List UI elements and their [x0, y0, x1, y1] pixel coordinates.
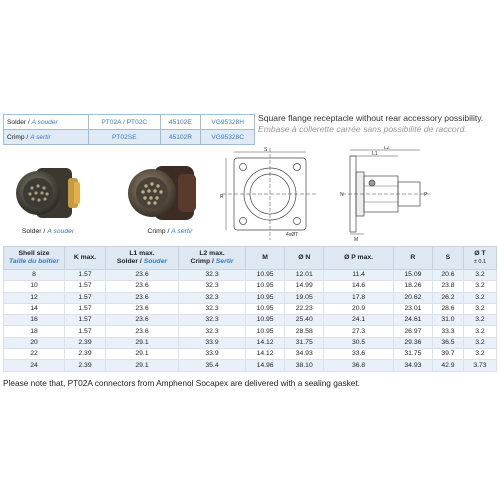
- table-cell: 23.6: [106, 270, 179, 281]
- table-cell: 42.9: [432, 360, 463, 371]
- table-cell: 33.3: [432, 326, 463, 337]
- table-cell: 11.4: [324, 270, 394, 281]
- ref-vg: VG95328C: [201, 130, 255, 145]
- label-l2: L2: [384, 146, 390, 151]
- table-row: [4, 360, 497, 371]
- header-l2: L2 max. Crimp / Sertir: [179, 247, 246, 270]
- table-cell: 1.57: [65, 270, 106, 281]
- ref-label-fr: A sertir: [30, 133, 51, 141]
- reference-row-solder: Solder / A souder PT02A / PT02C 45102E VG95328H: [4, 115, 255, 130]
- table-cell: 24: [4, 360, 65, 371]
- table-cell: 10: [4, 281, 65, 292]
- solder-caption: Solder / A souder: [21, 228, 75, 235]
- table-cell: 10.95: [246, 292, 285, 303]
- table-cell: 10.95: [246, 326, 285, 337]
- table-body: [4, 270, 497, 372]
- table-cell: 24.1: [324, 315, 394, 326]
- table-cell: 1.57: [65, 281, 106, 292]
- table-cell: 1.57: [65, 292, 106, 303]
- ref-label: Crimp: [7, 133, 25, 141]
- table-cell: 30.5: [324, 337, 394, 348]
- table-cell: 39.7: [432, 349, 463, 360]
- header-shell-size: Shell size Taille du boîtier: [4, 247, 65, 270]
- table-cell: 20.9: [324, 303, 394, 314]
- table-cell: 3.2: [463, 337, 496, 348]
- table-cell: 28.58: [285, 326, 324, 337]
- table-cell: 29.36: [393, 337, 432, 348]
- table-cell: 23.6: [106, 292, 179, 303]
- header-s: S: [432, 247, 463, 270]
- table-row: [4, 270, 497, 281]
- table-cell: 26.97: [393, 326, 432, 337]
- table-cell: 33.9: [179, 349, 246, 360]
- table-cell: 23.6: [106, 303, 179, 314]
- label-n: N: [340, 192, 344, 198]
- table-cell: 3.2: [463, 292, 496, 303]
- table-cell: 17.8: [324, 292, 394, 303]
- table-cell: 14.96: [246, 360, 285, 371]
- table-cell: 3.2: [463, 349, 496, 360]
- header-k: K max.: [65, 247, 106, 270]
- description-fr: Embase à collerette carrée sans possibilité de raccord.: [258, 124, 467, 134]
- table-row: [4, 303, 497, 314]
- table-cell: 3.73: [463, 360, 496, 371]
- ref-vg: VG95328H: [201, 115, 255, 130]
- table-cell: 14.6: [324, 281, 394, 292]
- table-cell: 35.4: [179, 360, 246, 371]
- table-cell: 8: [4, 270, 65, 281]
- table-cell: 14.12: [246, 349, 285, 360]
- reference-row-crimp: Crimp / A sertir PT02SE 45102R VG95328C: [4, 130, 255, 145]
- table-cell: 19.05: [285, 292, 324, 303]
- description-en: Square flange receptacle without rear accessory possibility.: [258, 113, 484, 123]
- header-t: Ø T ± 0.1: [463, 247, 496, 270]
- table-cell: 14.99: [285, 281, 324, 292]
- header-r: R: [393, 247, 432, 270]
- ref-label: Solder: [7, 118, 27, 126]
- table-cell: 2.39: [65, 360, 106, 371]
- table-cell: 3.2: [463, 303, 496, 314]
- table-cell: 22.23: [285, 303, 324, 314]
- crimp-connector-photo: [118, 160, 200, 228]
- solder-connector-photo: [6, 160, 86, 228]
- label-r: R: [220, 194, 224, 200]
- table-cell: 23.6: [106, 326, 179, 337]
- label-s: S: [264, 147, 268, 153]
- table-cell: 31.75: [393, 349, 432, 360]
- table-cell: 10.95: [246, 315, 285, 326]
- table-cell: 3.2: [463, 270, 496, 281]
- table-cell: 14: [4, 303, 65, 314]
- table-row: [4, 292, 497, 303]
- ref-label-fr: A souder: [31, 118, 58, 126]
- table-cell: 23.6: [106, 281, 179, 292]
- table-cell: 1.57: [65, 315, 106, 326]
- table-row: [4, 281, 497, 292]
- table-cell: 20: [4, 337, 65, 348]
- table-cell: 23.6: [106, 315, 179, 326]
- table-cell: 16: [4, 315, 65, 326]
- ref-part: PT02SE: [89, 130, 161, 145]
- dimension-table: [3, 246, 497, 372]
- table-cell: 34.93: [285, 349, 324, 360]
- table-cell: 15.09: [393, 270, 432, 281]
- table-cell: 36.5: [432, 337, 463, 348]
- table-cell: 23.8: [432, 281, 463, 292]
- table-cell: 22: [4, 349, 65, 360]
- table-cell: 14.12: [246, 337, 285, 348]
- table-cell: 18.26: [393, 281, 432, 292]
- table-row: [4, 349, 497, 360]
- table-cell: 33.6: [324, 349, 394, 360]
- label-l1: L1: [372, 151, 378, 157]
- table-cell: 32.3: [179, 292, 246, 303]
- table-cell: 1.57: [65, 303, 106, 314]
- table-cell: 20.6: [432, 270, 463, 281]
- reference-table: [3, 114, 255, 145]
- table-cell: 36.8: [324, 360, 394, 371]
- table-cell: 31.75: [285, 337, 324, 348]
- table-cell: 26.2: [432, 292, 463, 303]
- table-cell: 31.0: [432, 315, 463, 326]
- table-row: [4, 326, 497, 337]
- table-cell: 33.9: [179, 337, 246, 348]
- ref-part: PT02A / PT02C: [89, 115, 161, 130]
- table-cell: 27.3: [324, 326, 394, 337]
- table-cell: 3.2: [463, 315, 496, 326]
- sealing-gasket-note: Please note that, PT02A connectors from Amphenol Socapex are delivered with a sealing gasket.: [3, 378, 360, 388]
- table-cell: 12: [4, 292, 65, 303]
- table-cell: 10.95: [246, 270, 285, 281]
- ref-code: 45102E: [160, 115, 201, 130]
- table-cell: 32.3: [179, 315, 246, 326]
- table-cell: 32.3: [179, 326, 246, 337]
- table-cell: 25.40: [285, 315, 324, 326]
- table-cell: 29.1: [106, 337, 179, 348]
- table-cell: 10.95: [246, 303, 285, 314]
- table-cell: 18: [4, 326, 65, 337]
- table-cell: 32.3: [179, 281, 246, 292]
- header-m: M: [246, 247, 285, 270]
- table-cell: 3.2: [463, 326, 496, 337]
- table-row: [4, 315, 497, 326]
- label-m: M: [354, 237, 359, 242]
- table-cell: 10.95: [246, 281, 285, 292]
- table-cell: 28.6: [432, 303, 463, 314]
- table-cell: 3.2: [463, 281, 496, 292]
- header-p: Ø P max.: [324, 247, 394, 270]
- table-cell: 12.01: [285, 270, 324, 281]
- dimension-drawing: [212, 146, 500, 242]
- table-cell: 38.10: [285, 360, 324, 371]
- label-t: 4xØT: [286, 232, 299, 238]
- table-cell: 23.01: [393, 303, 432, 314]
- table-cell: 29.1: [106, 360, 179, 371]
- table-cell: 32.3: [179, 270, 246, 281]
- table-cell: 2.39: [65, 349, 106, 360]
- table-cell: 20.62: [393, 292, 432, 303]
- header-n: Ø N: [285, 247, 324, 270]
- table-cell: 29.1: [106, 349, 179, 360]
- table-cell: 32.3: [179, 303, 246, 314]
- label-p: P: [424, 192, 428, 198]
- product-description: [258, 113, 500, 135]
- table-header-row: [4, 247, 497, 270]
- table-row: [4, 337, 497, 348]
- header-l1: L1 max. Solder / Souder: [106, 247, 179, 270]
- crimp-caption: Crimp / A sertir: [147, 228, 193, 235]
- table-cell: 24.61: [393, 315, 432, 326]
- table-cell: 2.39: [65, 337, 106, 348]
- ref-code: 45102R: [160, 130, 201, 145]
- table-cell: 1.57: [65, 326, 106, 337]
- table-cell: 34.93: [393, 360, 432, 371]
